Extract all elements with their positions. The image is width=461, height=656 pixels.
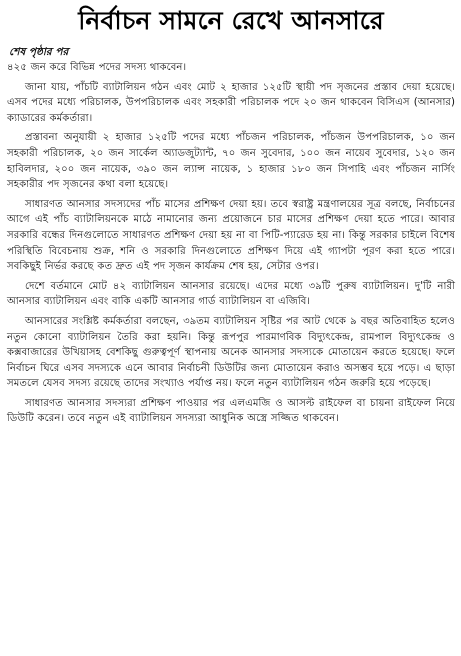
article-paragraph-5: দেশে বর্তমানে মোট ৪২ ব্যাটালিয়ন আনসার রয়েছে। এদের মধ্যে ৩৯টি পুরুষ ব্যাটালিয়ন। দু'টি নারী আনসার ব্যাটালিয়ন এবং বাকি একটি আনসার গার্ড ব্যাটালিয়ন বা এজিবি।: [7, 280, 455, 308]
article-paragraph-3: প্রস্তাবনা অনুযায়ী ২ হাজার ১২৫টি পদের মধ্যে পাঁচজন পরিচালক, পাঁচজন উপপরিচালক, ১০ জন সহকারী পরিচালক, ২০ জন সার্কেল অ্যাডজুট্যান্ট, ৭০ জন সুবেদার, ১০০ জন নায়েব সুবেদার, ১২০ জন হাবিলদার, ২০০ জন নায়েক, ৩৯০ জন ল্যান্স নায়েক, ১ হাজার ১৮০ জন সিপাহি এবং পাঁচজন নার্সিং সহকারীর পদ সৃজনের কথা বলা হয়েছে।: [7, 132, 455, 191]
article-paragraph-7: সাধারণত আনসার সদস্যরা প্রশিক্ষণ পাওয়ার পর এলএমজি ও আসল্ট রাইফেল বা চায়না রাইফেল নিয়ে ডিউটি করেন। তবে নতুন এই ব্যাটালিয়ন সদস্যরা আধুনিক অস্ত্রে সজ্জিত থাকবেন।: [7, 397, 455, 425]
article-paragraph-6: আনসারের সংশ্লিষ্ট কর্মকর্তারা বলছেন, ৩৯তম ব্যাটালিয়ন সৃষ্টির পর আট থেকে ৯ বছর অতিবাহিত হলেও নতুন কোনো ব্যাটালিয়ন তৈরি করা হয়নি। কিন্তু রূপপুর পারমাণবিক বিদ্যুৎকেন্দ্র, রামপাল বিদ্যুৎকেন্দ্র ও কক্সবাজারের উখিয়াসহ বেশকিছু গুরুত্বপূর্ণ স্থাপনায় অনেক আনসার সদস্যকে মোতায়েন করতে হয়েছে। ফলে নির্বাচন ঘিরে এসব সদস্যকে এনে আবার নির্বাচনী ডিউটির জন্য মোতায়েন করাও অসম্ভব হয়ে পড়ে। এ ছাড়া সমতলে যেসব সদস্য রয়েছে তাদের সংখ্যাও পর্যাপ্ত নয়। ফলে নতুন ব্যাটালিয়ন গঠন জরুরি হয়ে পড়েছে।: [7, 315, 455, 390]
article-paragraph-1: ৪২৫ জন করে বিভিন্ন পদের সদস্য থাকবেন।: [7, 62, 187, 73]
continued-from-label: শেষ পৃষ্ঠার পর: [9, 46, 69, 58]
article-paragraph-4: সাধারণত আনসার সদস্যদের পাঁচ মাসের প্রশিক্ষণ দেয়া হয়। তবে স্বরাষ্ট্র মন্ত্রণালয়ের সূত্র বলছে, নির্বাচনের আগে এই পাঁচ ব্যাটালিয়নকে মাঠে নামানোর জন্য প্রয়োজনে চার মাসের প্রশিক্ষণ দেয়া হতে পারে। আবার সরকারি বন্ধের দিনগুলোতে সাধারণত প্রশিক্ষণ দেয়া হয় না বা পিটি-প্যারেড হয় না। কিন্তু সরকার চাইলে বিশেষ পরিস্থিতি বিবেচনায় শুক্র, শনি ও সরকারি দিনগুলোতে প্রশিক্ষণ দিয়ে এই গ্যাপটা পূরণ করা হতে পারে। সবকিছুই নির্ভর করছে কত দ্রুত এই পদ সৃজন কার্যক্রম শেষ হয়, সেটার ওপর।: [7, 198, 455, 273]
article-headline: নির্বাচন সামনে রেখে আনসারে: [78, 6, 384, 35]
article-paragraph-2: জানা যায়, পাঁচটি ব্যাটালিয়ন গঠন এবং মোট ২ হাজার ১২৫টি স্থায়ী পদ সৃজনের প্রস্তাব দেয়া হয়েছে। এসব পদের মধ্যে পরিচালক, উপপরিচালক এবং সহকারী পরিচালক পদে ২০ জন থাকবেন বিসিএস (আনসার) ক্যাডারের কর্মকর্তারা।: [7, 81, 455, 124]
